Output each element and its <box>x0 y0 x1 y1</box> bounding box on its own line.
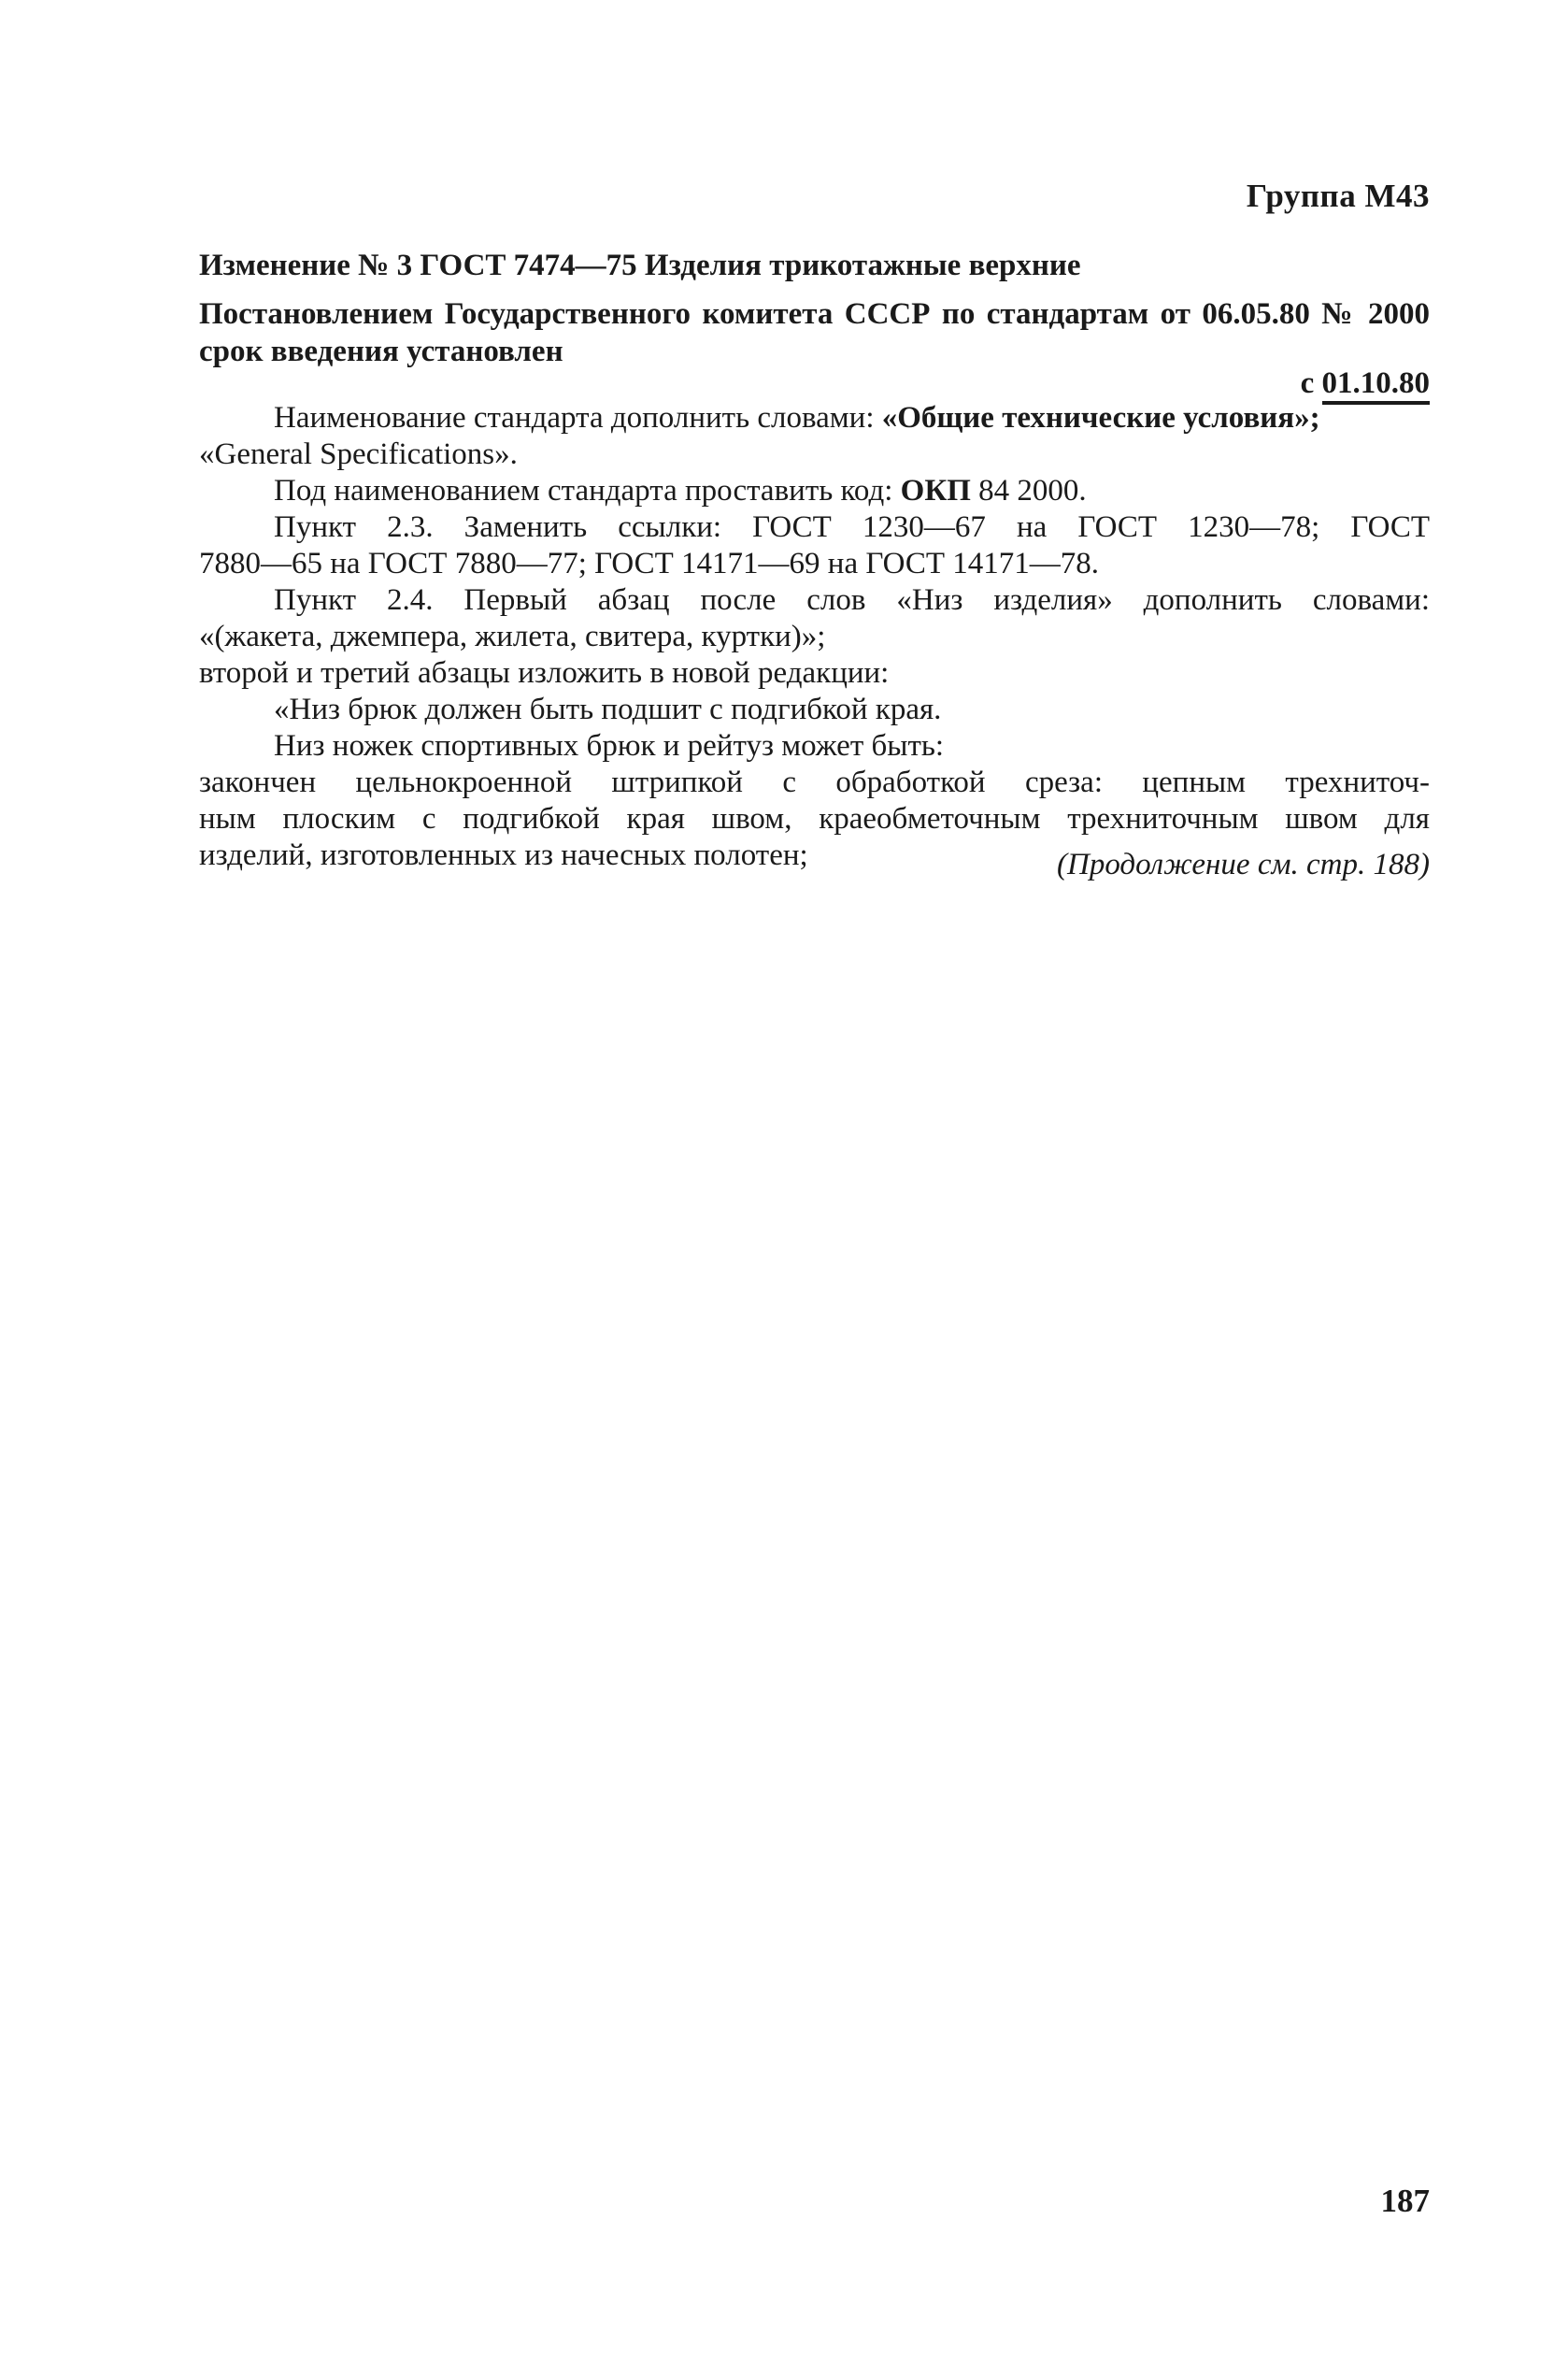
group-label: Группа М43 <box>1246 178 1430 214</box>
body-line-text: «General Specifications». <box>199 437 518 471</box>
body-line-text: 84 2000. <box>970 474 1087 508</box>
body-line <box>199 801 1430 838</box>
body-line <box>199 765 1430 801</box>
page-number: 187 <box>1380 2183 1430 2219</box>
body-line <box>199 582 1430 619</box>
body-line-text: второй и третий абзацы изложить в новой редакции: <box>199 656 890 690</box>
body-line-bold: ОКП <box>900 474 971 508</box>
body-line <box>199 655 1430 692</box>
body-line-text: Под наименованием стандарта проставить код: <box>274 474 901 508</box>
body-line <box>199 437 1430 473</box>
body-line-text: ным плоским с подгибкой края швом, краеобметочным трехниточным швом для <box>199 802 1430 836</box>
effective-date <box>1301 365 1430 402</box>
effective-date-prefix: с <box>1300 366 1322 400</box>
body-line-text: закончен цельнокроенной штрипкой с обработкой среза: цепным трехниточ- <box>199 766 1430 799</box>
continuation-note: (Продолжение см. стр. 188) <box>1057 848 1430 881</box>
body-line-text: «(жакета, джемпера, жилета, свитера, куртки)»; <box>199 620 826 653</box>
body-line <box>199 728 1430 765</box>
body-line <box>199 619 1430 655</box>
body-line-text: изделий, изготовленных из начесных полотен; <box>199 838 808 872</box>
decree-statement: Постановлением Государственного комитета СССР по стандартам от 06.05.80 № 2000 срок введения установлен <box>199 297 1430 368</box>
body-line <box>199 509 1430 546</box>
body-line-text: Низ ножек спортивных брюк и рейтуз может быть: <box>274 729 945 763</box>
body-line <box>199 546 1430 582</box>
body-line-text: «Низ брюк должен быть подшит с подгибкой края. <box>274 693 942 726</box>
body-line-text: Наименование стандарта дополнить словами: <box>274 401 882 435</box>
amendment-title: Изменение № 3 ГОСТ 7474—75 Изделия трикотажные верхние <box>199 249 1081 282</box>
amendment-body <box>199 400 1430 874</box>
effective-date-value: 01.10.80 <box>1322 366 1431 405</box>
body-line-bold: «Общие технические условия»; <box>881 401 1320 435</box>
body-line-text: Пункт 2.4. Первый абзац после слов «Низ изделия» дополнить словами: <box>274 583 1430 617</box>
body-line-text: Пункт 2.3. Заменить ссылки: ГОСТ 1230—67 на ГОСТ 1230—78; ГОСТ <box>274 510 1430 544</box>
body-line <box>199 692 1430 728</box>
body-line <box>199 473 1430 509</box>
body-line <box>199 400 1430 437</box>
body-line-text: 7880—65 на ГОСТ 7880—77; ГОСТ 14171—69 на ГОСТ 14171—78. <box>199 547 1100 580</box>
